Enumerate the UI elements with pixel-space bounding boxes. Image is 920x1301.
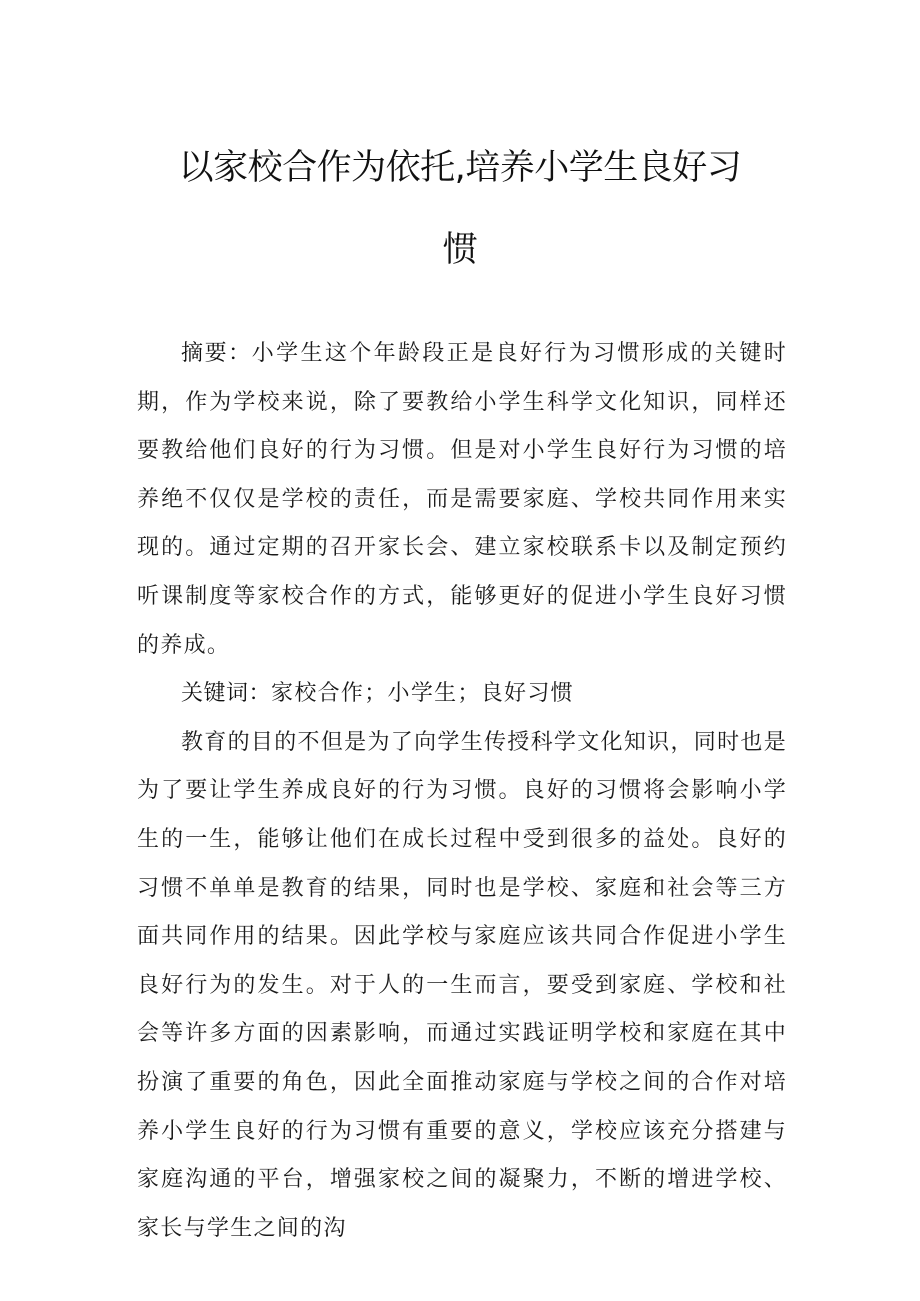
document-body — [137, 330, 787, 1253]
keywords-paragraph — [137, 670, 787, 719]
abstract-text: 小学生这个年龄段正是良好行为习惯形成的关键时期，作为学校来说，除了要教给小学生科学文化知识，同样还要教给他们良好的行为习惯。但是对小学生良好行为习惯的培养绝不仅仅是学校的责任，而是需要家庭、学校共同作用来实现的。通过定期的召开家长会、建立家校联系卡以及制定预约听课制度等家校合作的方式，能够更好的促进小学生良好习惯的养成。 — [137, 341, 787, 658]
keywords-text: 家校合作；小学生；良好习惯 — [271, 681, 574, 707]
abstract-paragraph — [137, 330, 787, 670]
abstract-label: 摘要： — [181, 341, 252, 366]
body-paragraph: 教育的目的不但是为了向学生传授科学文化知识，同时也是为了要让学生养成良好的行为习惯。良好的习惯将会影响小学生的一生，能够让他们在成长过程中受到很多的益处。良好的习惯不单单是教育的结果，同时也是学校、家庭和社会等三方面共同作用的结果。因此学校与家庭应该共同合作促进小学生良好行为的发生。对于人的一生而言，要受到家庭、学校和社会等许多方面的因素影响，而通过实践证明学校和家庭在其中扮演了重要的角色，因此全面推动家庭与学校之间的合作对培养小学生良好的行为习惯有重要的意义，学校应该充分搭建与家庭沟通的平台，增强家校之间的凝聚力，不断的增进学校、家长与学生之间的沟 — [137, 729, 787, 1241]
document-title-line-2: 惯 — [442, 230, 478, 270]
keywords-label: 关键词： — [181, 681, 272, 707]
document-title-line-1: 以家校合作为依托,培养小学生良好习 — [178, 148, 742, 188]
